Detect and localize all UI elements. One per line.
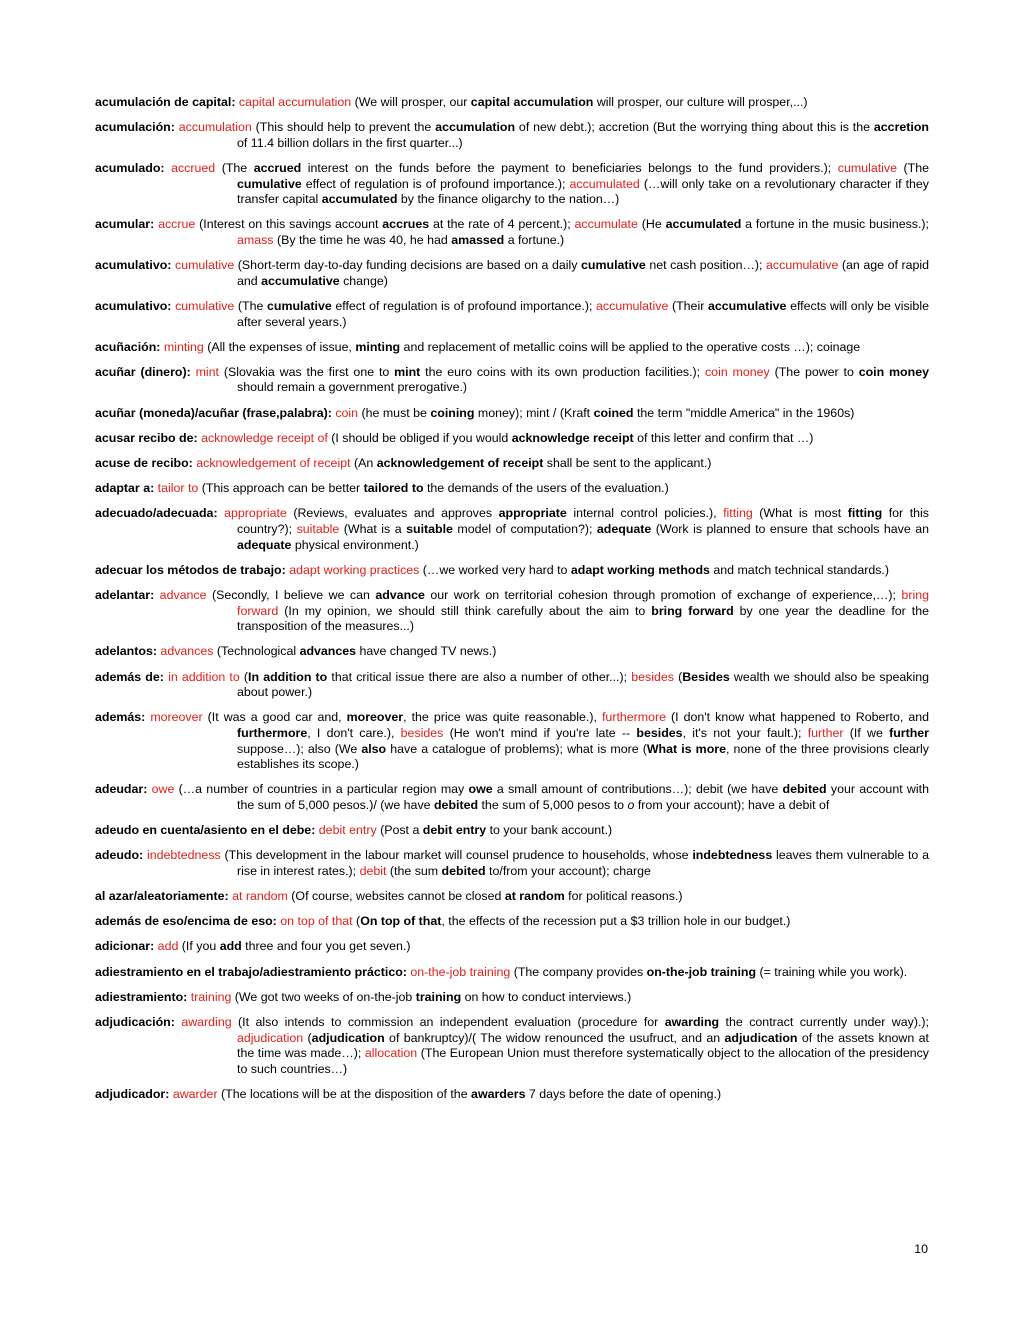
entry-text: (= training while you work).	[756, 964, 908, 979]
glossary-entry	[95, 1015, 929, 1077]
entry-text: (…will only take on a revolutionary character if they transfer capital	[237, 176, 929, 207]
entry-text: effects will only be visible after several years.)	[237, 298, 929, 329]
entry-text: on how to conduct interviews.)	[461, 989, 632, 1004]
entry-headword: adeudo en cuenta/asiento en el debe:	[95, 823, 316, 838]
translation-term: moreover	[150, 710, 203, 725]
translation-term: acknowledgement of receipt	[196, 456, 351, 471]
translation-term: at random	[232, 889, 288, 904]
entry-text: (the sum	[386, 863, 442, 878]
entry-headword: adelantos:	[95, 644, 157, 659]
glossary-entry	[95, 563, 929, 579]
entry-text: for this country?);	[237, 506, 929, 536]
glossary-entry	[95, 939, 929, 955]
example-keyword: accumulated	[321, 192, 398, 207]
translation-term: advances	[160, 644, 214, 659]
example-keyword: suitable	[406, 522, 453, 536]
translation-term: fitting	[723, 506, 753, 521]
glossary-entry	[95, 914, 929, 930]
entry-text: wealth we should also be speaking about power.)	[237, 669, 929, 700]
entry-text: (By the time he was 40, he had	[273, 232, 452, 247]
entry-headword: acumulativo:	[95, 258, 172, 273]
entry-headword: acumulación:	[95, 120, 175, 135]
entry-text: the contract currently under way).);	[719, 1014, 929, 1029]
entry-headword: acuse de recibo:	[95, 456, 193, 471]
entry-text: effect of regulation is of profound importance.);	[331, 298, 597, 313]
entry-text: have a catalogue of problems); what is more (	[386, 741, 647, 756]
translation-term: accumulative	[766, 258, 839, 273]
glossary-entry	[95, 161, 929, 208]
entry-text: (	[673, 669, 683, 684]
translation-term: coin money	[704, 364, 770, 379]
entry-text: three and four you get seven.)	[241, 939, 411, 954]
entry-text: (The	[897, 160, 929, 175]
entry-headword: acumulado:	[95, 160, 165, 175]
glossary-entry	[95, 406, 929, 422]
translation-term: amass	[237, 232, 274, 247]
entry-headword: adjudicador:	[95, 1086, 170, 1101]
entry-text: (Technological	[213, 644, 300, 659]
example-keyword: on-the-job training	[646, 964, 757, 979]
entry-text: of this letter and confirm that …)	[633, 430, 814, 445]
entry-text: (The European Union must therefore systematically object to the allocation of the presidency to such countries…)	[237, 1046, 929, 1076]
translation-term: owe	[151, 782, 175, 797]
entry-text: (Their	[668, 298, 708, 313]
example-keyword: adequate	[237, 537, 292, 552]
example-keyword: awarders	[471, 1086, 526, 1101]
translation-term: debit entry	[318, 823, 377, 838]
example-keyword: advance	[375, 587, 425, 602]
example-keyword: accrues	[382, 217, 430, 232]
glossary-entry	[95, 120, 929, 151]
entry-text: to/from your account); charge	[485, 863, 651, 878]
entry-text: a small amount of contributions…); debit (we have	[492, 782, 783, 797]
entry-text: , none of the three provisions clearly establishes its scope.)	[237, 741, 929, 772]
glossary-entry	[95, 670, 929, 701]
entry-text: from your account); have a debit of	[634, 797, 830, 812]
entry-headword: adiestramiento:	[95, 989, 188, 1004]
entry-text: (He won't mind if you're late --	[443, 725, 637, 740]
glossary-entry	[95, 1087, 929, 1103]
example-keyword: indebtedness	[692, 848, 773, 863]
entry-text: effect of regulation is of profound importance.);	[301, 176, 570, 191]
glossary-entry	[95, 644, 929, 660]
translation-term: coin	[335, 405, 359, 420]
entry-text: our work on territorial cohesion through promotion of exchange of experience,…);	[424, 587, 902, 602]
glossary-entry	[95, 848, 929, 879]
entry-text: by the finance oligarchy to the nation…)	[397, 192, 620, 207]
entry-text: (	[239, 669, 249, 684]
glossary-entry	[95, 889, 929, 905]
translation-term: add	[157, 939, 179, 954]
entry-text: have changed TV news.)	[356, 644, 497, 659]
entry-text: (If you	[178, 939, 220, 954]
glossary-entry	[95, 782, 929, 813]
translation-term: adapt working practices	[289, 562, 420, 577]
translation-term: besides	[400, 725, 444, 740]
translation-term: adjudication	[237, 1030, 304, 1045]
translation-term: accumulation	[178, 120, 252, 135]
example-keyword: coining	[430, 405, 475, 420]
example-keyword: amassed	[451, 232, 505, 247]
translation-term: advance	[159, 587, 207, 602]
example-keyword: minting	[355, 339, 401, 354]
entry-text: leaves them vulnerable to a rise in interest rates.);	[237, 848, 929, 878]
example-keyword: cumulative	[267, 298, 332, 313]
entry-text: (The power to	[769, 364, 859, 379]
example-keyword: debited	[433, 797, 479, 812]
example-keyword: Besides	[682, 669, 730, 684]
entry-text: the euro coins with its own production facilities.);	[420, 364, 705, 379]
glossary-entry	[95, 365, 929, 396]
glossary-entry	[95, 965, 929, 981]
translation-term: further	[807, 725, 844, 740]
entry-text: and match technical standards.)	[709, 562, 889, 577]
entry-text: (Post a	[376, 823, 423, 838]
entry-headword: acuñar (dinero):	[95, 364, 191, 379]
translation-term: appropriate	[224, 506, 287, 521]
translation-term: cumulative	[175, 258, 235, 273]
entry-text: (Secondly, I believe we can	[206, 587, 376, 602]
entry-text: of the assets known at the time was made…);	[237, 1030, 929, 1061]
entry-text: (	[303, 1030, 312, 1045]
entry-text: (I should be obliged if you would	[327, 430, 512, 445]
glossary-entry	[95, 258, 929, 289]
entry-headword: adaptar a:	[95, 481, 155, 496]
example-keyword: bring forward	[651, 603, 734, 618]
entry-headword: adelantar:	[95, 587, 155, 602]
example-keyword: debited	[441, 863, 486, 878]
entry-text: (an age of rapid and	[237, 258, 929, 288]
translation-term: accumulated	[569, 176, 640, 191]
example-keyword: debited	[782, 782, 827, 797]
entry-text: interest on the funds before the payment to beneficiaries belongs to the fund providers.);	[301, 160, 838, 175]
entry-text: (Reviews, evaluates and approves	[286, 506, 499, 521]
entry-headword: acumular:	[95, 217, 155, 232]
entry-text: 7 days before the date of opening.)	[525, 1086, 722, 1101]
example-keyword: acknowledgement of receipt	[376, 456, 544, 471]
entry-text: (All the expenses of issue,	[203, 339, 356, 354]
glossary-entry	[95, 431, 929, 447]
entry-headword: adeudo:	[95, 848, 144, 863]
example-keyword: adjudication	[724, 1030, 798, 1045]
translation-term: minting	[163, 339, 204, 354]
example-keyword: fitting	[847, 506, 883, 521]
entry-text: for political reasons.)	[564, 889, 683, 904]
example-keyword: also	[361, 741, 387, 756]
example-keyword: besides	[636, 725, 683, 740]
glossary-entry	[95, 710, 929, 772]
entry-text: (We got two weeks of on-the-job	[231, 989, 416, 1004]
entry-text: physical environment.)	[291, 537, 419, 552]
entry-headword: al azar/aleatoriamente:	[95, 889, 229, 904]
translation-term: cumulative	[837, 160, 897, 175]
translation-term: accrue	[158, 217, 196, 232]
glossary-page	[95, 95, 929, 1112]
entry-text: of bankruptcy)/( The widow renounced the usufruct, and an	[384, 1030, 725, 1045]
entry-text: (This should help to prevent the	[251, 120, 436, 135]
translation-term: debit	[359, 863, 387, 878]
example-keyword: acknowledge receipt	[511, 430, 634, 445]
entry-headword: acuñar (moneda)/acuñar (frase,palabra):	[95, 405, 332, 420]
entry-headword: adicionar:	[95, 939, 155, 954]
glossary-entry	[95, 481, 929, 497]
entry-text: (The	[234, 298, 268, 313]
example-keyword: mint	[394, 364, 421, 379]
example-keyword: On top of that	[360, 914, 442, 929]
entry-text: that critical issue there are also a number of other...);	[327, 669, 632, 684]
entry-text: (This development in the labour market will counsel prudence to households, whose	[220, 848, 693, 863]
example-keyword: accumulation	[435, 120, 516, 135]
entry-headword: además de:	[95, 669, 164, 684]
glossary-entry	[95, 340, 929, 356]
translation-term: besides	[631, 669, 674, 684]
translation-term: training	[190, 989, 232, 1004]
entry-text: your account with the sum of 5,000 pesos.)/ (we have	[237, 782, 929, 812]
example-keyword: owe	[468, 782, 493, 797]
translation-term: furthermore	[601, 710, 667, 725]
glossary-entry	[95, 588, 929, 635]
entry-text: suppose…); also (We	[237, 741, 362, 756]
glossary-entry	[95, 456, 929, 472]
entry-text: (Short-term day-to-day funding decisions are based on a daily	[234, 258, 582, 273]
translation-term: accumulative	[596, 298, 669, 313]
entry-headword: adiestramiento en el trabajo/adiestramiento práctico:	[95, 964, 407, 979]
translation-term: on top of that	[280, 914, 353, 929]
translation-term: acknowledge receipt of	[201, 430, 328, 445]
translation-term: awarding	[181, 1014, 232, 1029]
entry-text: model of computation?);	[452, 522, 597, 536]
example-keyword: further	[889, 725, 930, 740]
entry-headword: adecuar los métodos de trabajo:	[95, 562, 286, 577]
translation-term: accumulate	[574, 217, 638, 232]
translation-term: mint	[195, 364, 220, 379]
entry-text: and replacement of metallic coins will be applied to the operative costs …); coinage	[400, 339, 861, 354]
example-keyword: advances	[299, 644, 357, 659]
example-keyword: accretion	[873, 120, 929, 135]
entry-headword: además de eso/encima de eso:	[95, 914, 277, 929]
translation-term: cumulative	[175, 298, 235, 313]
example-keyword: accumulative	[707, 298, 787, 313]
entry-headword: acuñación:	[95, 339, 161, 354]
entry-headword: además:	[95, 710, 146, 725]
italic-text: o	[627, 797, 635, 812]
example-keyword: coined	[593, 405, 634, 420]
entry-headword: adjudicación:	[95, 1014, 175, 1029]
entry-text: (The company provides	[510, 964, 647, 979]
example-keyword: furthermore	[237, 725, 308, 740]
entry-text: shall be sent to the applicant.)	[543, 456, 712, 471]
entry-text: (If we	[843, 725, 890, 740]
example-keyword: accumulated	[665, 217, 742, 232]
translation-term: in addition to	[168, 669, 240, 684]
entry-headword: adecuado/adecuada:	[95, 506, 218, 521]
entry-text: (The	[215, 160, 254, 175]
example-keyword: debit entry	[422, 823, 487, 838]
example-keyword: accumulative	[261, 273, 340, 288]
glossary-entry	[95, 217, 929, 248]
entry-text: the demands of the users of the evaluation.)	[423, 481, 669, 496]
translation-term: accrued	[171, 160, 216, 175]
example-keyword: coin money	[858, 364, 929, 379]
entry-text: (This approach can be better	[198, 481, 364, 496]
example-keyword: at random	[504, 889, 565, 904]
entry-headword: adeudar:	[95, 782, 148, 797]
translation-term: suitable	[296, 522, 340, 536]
entry-text: a fortune.)	[504, 232, 565, 247]
page-number: 10	[914, 1242, 928, 1256]
translation-term: tailor to	[157, 481, 199, 496]
entry-text: (What is most	[752, 506, 848, 521]
entry-text: (Of course, websites cannot be closed	[287, 889, 505, 904]
entry-text: (	[352, 914, 361, 929]
entry-text: (It was a good car and,	[202, 710, 347, 725]
example-keyword: adequate	[596, 522, 652, 536]
entry-text: (he must be	[358, 405, 431, 420]
entry-text: (What is a	[339, 522, 407, 536]
entry-text: (It also intends to commission an independent evaluation (procedure for	[231, 1014, 665, 1029]
translation-term: capital accumulation	[238, 95, 352, 109]
entry-text: (Interest on this savings account	[195, 217, 383, 232]
example-keyword: adjudication	[311, 1030, 385, 1045]
entry-text: (I don't know what happened to Roberto, and	[666, 710, 929, 725]
entry-text: , it's not your fault.);	[682, 725, 808, 740]
translation-term: indebtedness	[147, 848, 221, 863]
translation-term: on-the-job training	[410, 964, 511, 979]
entry-text: by one year the deadline for the transposition of the measures...)	[237, 603, 929, 634]
example-keyword: cumulative	[237, 176, 302, 191]
glossary-entry	[95, 990, 929, 1006]
example-keyword: tailored to	[363, 481, 424, 496]
translation-term: bring forward	[237, 587, 929, 618]
glossary-entry	[95, 823, 929, 839]
entry-headword: acumulación de capital:	[95, 95, 236, 109]
entry-text: a fortune in the music business.);	[741, 217, 929, 232]
translation-term: allocation	[364, 1046, 418, 1061]
entry-text: to your bank account.)	[486, 823, 613, 838]
example-keyword: adapt working methods	[570, 562, 710, 577]
entry-text: (The locations will be at the disposition of the	[217, 1086, 472, 1101]
entry-text: should remain a government prerogative.)	[237, 380, 468, 395]
entry-text: (He	[637, 217, 666, 232]
example-keyword: awarding	[664, 1014, 720, 1029]
entry-text: , the effects of the recession put a $3 trillion hole in our budget.)	[441, 914, 791, 929]
entry-text: (We will prosper, our	[351, 95, 471, 109]
glossary-entry	[95, 299, 929, 330]
entry-text: the sum of 5,000 pesos to	[478, 797, 628, 812]
example-keyword: add	[219, 939, 242, 954]
example-keyword: training	[415, 989, 462, 1004]
entry-text: of new debt.); accretion (But the worrying thing about this is the	[515, 120, 874, 135]
entry-text: internal control policies.),	[566, 506, 724, 521]
entry-text: of 11.4 billion dollars in the first quarter...)	[237, 135, 463, 150]
example-keyword: accrued	[253, 160, 302, 175]
entry-text: net cash position…);	[645, 258, 767, 273]
example-keyword: moreover	[346, 710, 404, 725]
example-keyword: capital accumulation	[470, 95, 594, 109]
entry-text: at the rate of 4 percent.);	[429, 217, 575, 232]
entry-text: (Work is planned to ensure that schools have an	[651, 522, 930, 536]
example-keyword: In addition to	[248, 669, 328, 684]
entry-text: the term "middle America" in the 1960s)	[633, 405, 855, 420]
entry-text: (In my opinion, we should still think carefully about the aim to	[278, 603, 652, 618]
entry-text: change)	[339, 273, 388, 288]
entry-text: (…a number of countries in a particular region may	[174, 782, 469, 797]
entry-headword: acumulativo:	[95, 298, 172, 313]
glossary-entry	[95, 506, 929, 553]
example-keyword: What is more	[646, 741, 726, 756]
glossary-entry	[95, 95, 929, 111]
example-keyword: appropriate	[498, 506, 567, 521]
entry-text: , I don't care.),	[307, 725, 401, 740]
entry-text: money); mint / (Kraft	[474, 405, 594, 420]
translation-term: awarder	[172, 1086, 218, 1101]
example-keyword: cumulative	[581, 258, 646, 273]
entry-text: , the price was quite reasonable.),	[403, 710, 602, 725]
entry-text: (An	[350, 456, 377, 471]
entry-text: will prosper, our culture will prosper,...)	[593, 95, 808, 109]
entry-text: (…we worked very hard to	[419, 562, 571, 577]
entry-text: (Slovakia was the first one to	[219, 364, 395, 379]
entry-headword: acusar recibo de:	[95, 430, 198, 445]
